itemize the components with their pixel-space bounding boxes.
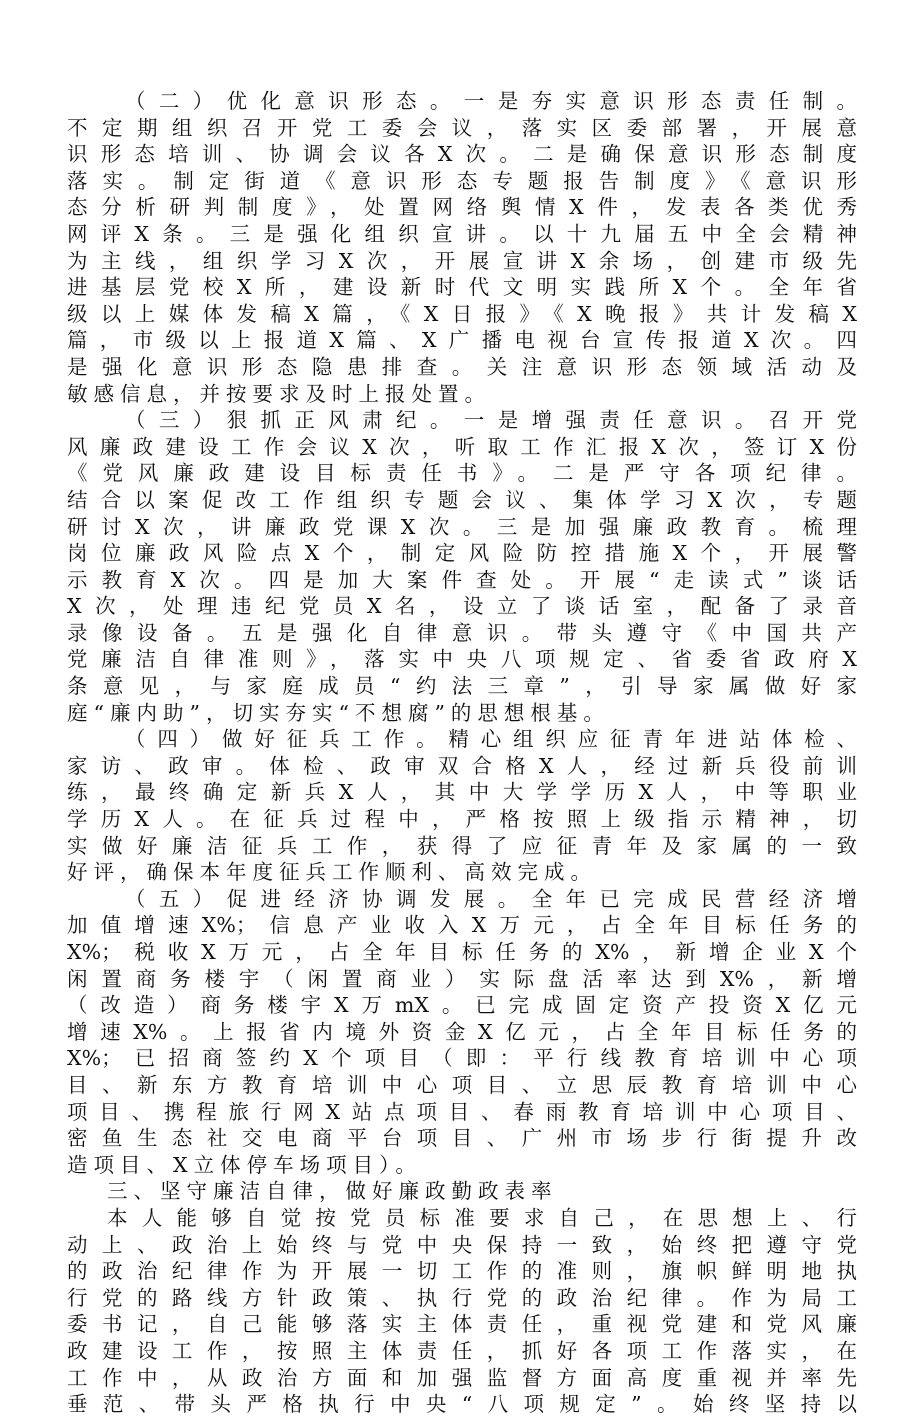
text-line: 是强化意识形态隐患排查。关注意识形态领域活动及	[67, 354, 857, 379]
text-line: （五）促进经济协调发展。全年已完成民营经济增	[125, 886, 857, 911]
text-line: 不定期组织召开党工委会议，落实区委部署，开展意	[67, 115, 857, 140]
text-line: 密鱼生态社交电商平台项目、广州市场步行街提升改	[67, 1126, 857, 1151]
document-page	[67, 88, 857, 1418]
text-line: 敏感信息，并按要求及时上报处置。	[67, 381, 491, 406]
text-line: 三、坚守廉洁自律，做好廉政勤政表率	[107, 1179, 558, 1204]
text-line: 网评X条。三是强化组织宣讲。以十九届五中全会精神	[67, 221, 857, 246]
text-line: X%；税收X万元，占全年目标任务的X%，新增企业X个	[67, 940, 857, 964]
text-line: 练，最终确定新兵X人，其中大学学历X人，中等职业	[67, 780, 857, 805]
text-line: 家访、政审。体检、政审双合格X人，经过新兵役前训	[67, 753, 857, 778]
text-line: 政建设工作，按照主体责任，抓好各项工作落实，在	[67, 1338, 857, 1363]
text-line: 态分析研判制度》，处置网络舆情X件，发表各类优秀	[67, 195, 857, 220]
text-line: 录像设备。五是强化自律意识。带头遵守《中国共产	[67, 620, 857, 645]
text-line: 本人能够自觉按党员标准要求自己，在思想上、行	[107, 1205, 857, 1230]
text-line: 的政治纪律作为开展一切工作的准则，旗帜鲜明地执	[67, 1259, 857, 1284]
text-line: X%；已招商签约X个项目（即：平行线教育培训中心项	[67, 1046, 857, 1071]
text-line: 党廉洁自律准则》，落实中央八项规定、省委省政府X	[67, 647, 857, 672]
text-line: 委书记，自己能够落实主体责任，重视党建和党风廉	[67, 1312, 857, 1337]
text-line: 学历X人。在征兵过程中，严格按照上级指示精神，切	[67, 807, 857, 832]
text-line: 加值增速X%；信息产业收入X万元，占全年目标任务的	[67, 913, 857, 938]
text-line: 行党的路线方针政策、执行党的政治纪律。作为局工	[67, 1285, 857, 1310]
text-line: 动上、政治上始终与党中央保持一致，始终把遵守党	[67, 1232, 857, 1257]
text-line: （二）优化意识形态。一是夯实意识形态责任制。	[125, 89, 857, 113]
text-line: 研讨X次，讲廉政党课X次。三是加强廉政教育。梳理	[67, 514, 857, 539]
text-line: 造项目、X立体停车场项目）。	[67, 1152, 422, 1177]
text-line: 进基层党校X所，建设新时代文明实践所X个。全年省	[67, 275, 857, 300]
text-line: 为主线，组织学习X次，开展宣讲X余场，创建市级先	[67, 248, 857, 273]
text-line: （改造）商务楼宇X万mX。已完成固定资产投资X亿元	[67, 993, 857, 1018]
text-line: （四）做好征兵工作。精心组织应征青年进站体检、	[125, 727, 857, 752]
text-line: 项目、携程旅行网X站点项目、春雨教育培训中心项目、	[67, 1099, 857, 1124]
text-line: 庭“廉内助”，切实夯实“不想腐”的思想根基。	[67, 700, 610, 725]
text-line: 条意见，与家庭成员“约法三章”，引导家属做好家	[67, 674, 857, 699]
text-line: 闲置商务楼宇（闲置商业）实际盘活率达到X%，新增	[67, 966, 857, 991]
text-line: 好评，确保本年度征兵工作顺利、高效完成。	[67, 860, 597, 885]
text-line: 岗位廉政风险点X个，制定风险防控措施X个，开展警	[67, 541, 857, 566]
text-line: 示教育X次。四是加大案件查处。开展“走读式”谈话	[67, 567, 857, 592]
text-line: 垂范、带头严格执行中央“八项规定”。始终坚持以	[67, 1392, 857, 1417]
text-line: 增速X%。上报省内境外资金X亿元，占全年目标任务的	[67, 1019, 857, 1044]
text-line: 落实。制定街道《意识形态专题报告制度》《意识形	[67, 168, 857, 193]
text-line: 目、新东方教育培训中心项目、立思辰教育培训中心	[67, 1072, 857, 1097]
text-line: 《党风廉政建设目标责任书》。二是严守各项纪律。	[67, 461, 857, 486]
text-line: 工作中，从政治方面和加强监督方面高度重视并率先	[67, 1365, 857, 1390]
text-line: 风廉政建设工作会议X次，听取工作汇报X次，签订X份	[67, 434, 857, 459]
text-line: 实做好廉洁征兵工作，获得了应征青年及家属的一致	[67, 833, 857, 858]
text-line: 篇，市级以上报道X篇、X广播电视台宣传报道X次。四	[67, 328, 857, 353]
text-line: （三）狠抓正风肃纪。一是增强责任意识。召开党	[125, 408, 857, 433]
text-line: 识形态培训、协调会议各X次。二是确保意识形态制度	[67, 142, 857, 167]
text-line: 级以上媒体发稿X篇，《X日报》《X晚报》共计发稿X	[67, 301, 857, 326]
text-line: X次，处理违纪党员X名，设立了谈话室，配备了录音	[67, 594, 857, 619]
text-line: 结合以案促改工作组织专题会议、集体学习X次，专题	[67, 487, 857, 512]
